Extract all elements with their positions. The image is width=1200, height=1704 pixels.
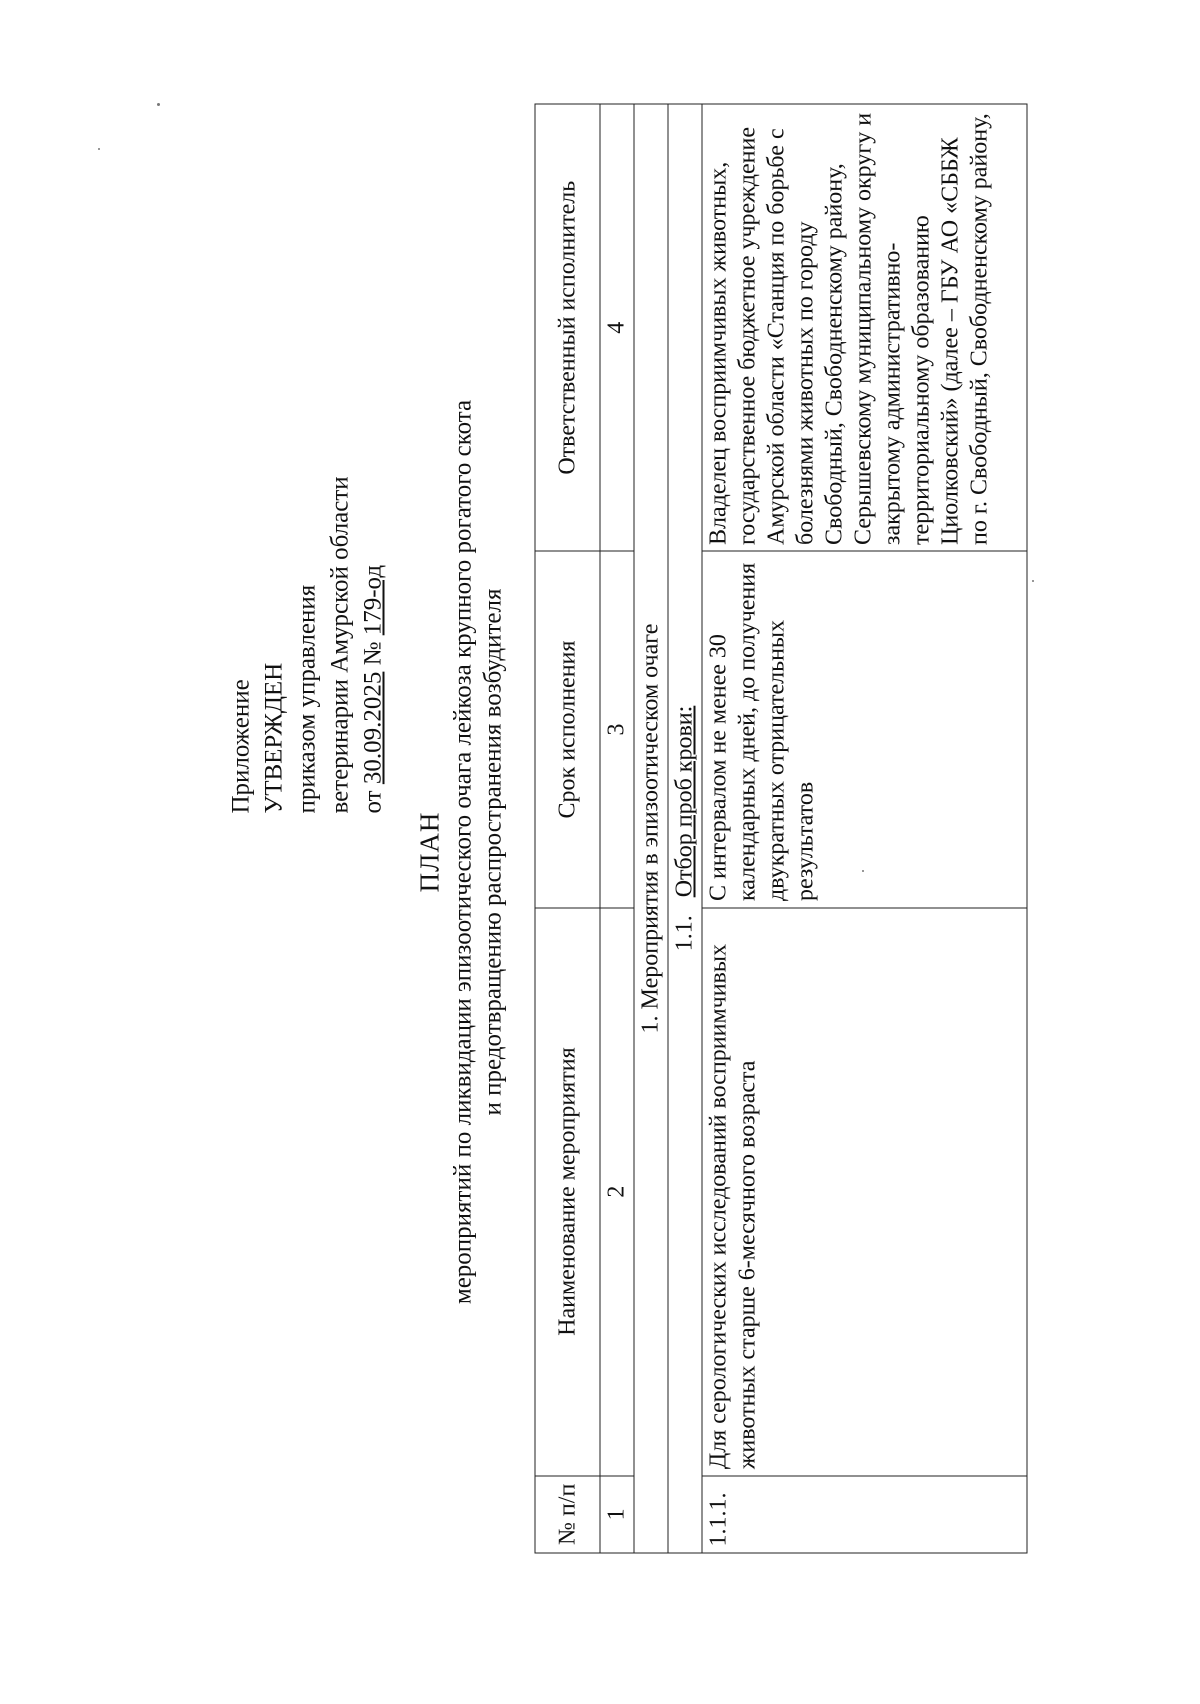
row-measure: Для серологических исследований восприимчивых животных старше 6-месячного возраста (702, 908, 1027, 1476)
row-number: 1.1.1. (702, 1476, 1027, 1553)
column-number: 4 (600, 104, 634, 551)
approval-stamp-block (225, 294, 390, 814)
order-number: 179-од (359, 564, 387, 636)
scan-speck (1032, 580, 1034, 582)
approved-by-line: приказом управления (293, 584, 321, 814)
header-name: Наименование мероприятия (535, 908, 600, 1476)
row-responsible: Владелец восприимчивых животных, государственное бюджетное учреждение Амурской области «Станция по борьбе с болезнями животных по городу Свободный, Свободненскому району, Серышевскому муниципальному округу и закрытому административно-территориальному образованию Циолковский» (далее – ГБУ АО «СББЖ по г. Свободный, Свободненскому району, (702, 104, 1027, 551)
scan-speck (862, 870, 864, 872)
header-term: Срок исполнения (535, 551, 600, 907)
table-row (702, 104, 1027, 1553)
order-reference: от 30.09.2025 № 179-од (359, 564, 387, 814)
order-date: 30.09.2025 (359, 671, 387, 785)
authority-name: ветеринарии Амурской области (326, 476, 354, 814)
table-header-row (535, 104, 600, 1553)
plan-table (535, 104, 1028, 1554)
subsection-title: 1.1. Отбор проб крови: (668, 104, 702, 1553)
appendix-label: Приложение (227, 679, 255, 814)
column-number: 1 (600, 1476, 634, 1553)
approved-label: УТВЕРЖДЕН (260, 662, 288, 814)
document-title (415, 1, 509, 1704)
row-term: С интервалом не менее 30 календарных дней, до получения двукратных отрицательных результатов (702, 551, 1027, 907)
title-line-2: и предотвращению распространения возбудителя (479, 588, 507, 1116)
column-number: 2 (600, 908, 634, 1476)
section-title: 1. Мероприятия в эпизоотическом очаге (634, 104, 668, 1553)
subsection-row (668, 104, 702, 1553)
scan-speck (98, 148, 100, 150)
scan-speck (157, 103, 160, 106)
title-heading: ПЛАН (414, 811, 445, 893)
header-responsible: Ответственный исполнитель (535, 104, 600, 551)
title-line-1: мероприятий по ликвидации эпизоотического очага лейкоза крупного рогатого скота (449, 399, 477, 1305)
column-number-row (600, 104, 634, 1553)
header-number: № п/п (535, 1476, 600, 1553)
document-page (0, 1, 1200, 1704)
column-number: 3 (600, 551, 634, 907)
section-row (634, 104, 668, 1553)
